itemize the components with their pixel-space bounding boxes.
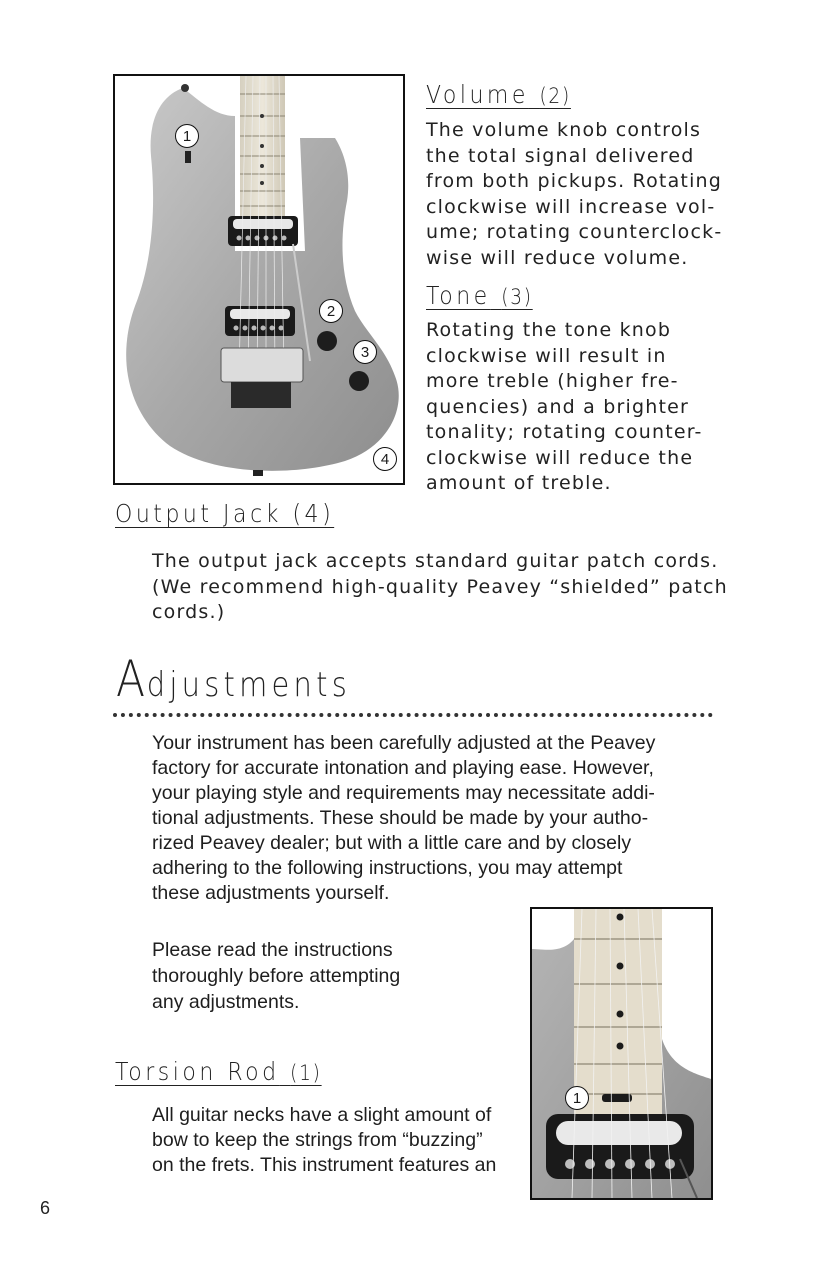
output-jack-body <box>152 549 752 626</box>
volume-line: from both pickups. Rotating <box>426 170 723 192</box>
volume-heading-label: Volume <box>426 80 529 109</box>
note-line: any adjustments. <box>152 991 300 1013</box>
tone-line: Rotating the tone knob <box>426 319 672 341</box>
output-jack-line: cords.) <box>152 601 226 623</box>
tone-body <box>426 318 726 497</box>
title-dotted-rule <box>113 713 713 717</box>
volume-line: The volume knob controls <box>426 119 702 141</box>
volume-heading-number: (2) <box>539 84 571 108</box>
neck-closeup-illustration <box>532 909 711 1198</box>
torsion-rod-line: on the frets. This instrument features an <box>152 1154 497 1176</box>
adjustments-line: tional adjustments. These should be made by your autho- <box>152 807 649 829</box>
volume-heading <box>426 80 571 109</box>
neck-closeup-figure <box>530 907 713 1200</box>
callout-1-bottom: 1 <box>565 1086 589 1110</box>
note-line: thoroughly before attempting <box>152 965 401 987</box>
torsion-rod-line: All guitar necks have a slight amount of <box>152 1104 492 1126</box>
volume-line: wise will reduce volume. <box>426 246 689 269</box>
callout-2: 2 <box>319 299 343 323</box>
volume-line: ume; rotating counterclock- <box>426 221 723 243</box>
volume-line: the total signal delivered <box>426 144 695 167</box>
guitar-body-figure <box>113 74 405 485</box>
tone-line: tonality; rotating counter- <box>426 421 703 443</box>
adjustments-line: your playing style and requirements may necessitate addi- <box>152 782 655 804</box>
tone-line: clockwise will result in <box>426 344 667 367</box>
tone-heading <box>426 281 533 310</box>
torsion-rod-line: bow to keep the strings from “buzzing” <box>152 1129 483 1151</box>
adjustments-line: factory for accurate intonation and playing ease. However, <box>152 757 654 779</box>
torsion-rod-heading-label: Torsion Rod <box>115 1057 280 1086</box>
volume-body <box>426 118 726 271</box>
page-number: 6 <box>40 1198 51 1218</box>
torsion-rod-heading <box>115 1057 322 1086</box>
torsion-rod-body <box>152 1103 522 1178</box>
guitar-body-illustration <box>115 76 403 483</box>
callout-3: 3 <box>353 340 377 364</box>
tone-heading-number: (3) <box>501 285 533 309</box>
adjustments-line: adhering to the following instructions, you may attempt <box>152 857 623 879</box>
output-jack-line: (We recommend high-quality Peavey “shielded” patch <box>152 575 728 598</box>
note-line: Please read the instructions <box>152 939 393 961</box>
tone-line: clockwise will reduce the <box>426 446 694 469</box>
output-jack-heading: Output Jack (4) <box>115 499 335 528</box>
torsion-rod-heading-number: (1) <box>290 1061 322 1085</box>
adjustments-line: Your instrument has been carefully adjusted at the Peavey <box>152 732 656 754</box>
adjustments-title-rest: djustments <box>146 665 352 705</box>
tone-line: quencies) and a brighter <box>426 395 690 418</box>
adjustments-body <box>152 731 722 906</box>
adjustments-note <box>152 937 472 1015</box>
adjustments-line: rized Peavey dealer; but with a little care and by closely <box>152 832 632 854</box>
tone-line: more treble (higher fre- <box>426 370 679 392</box>
adjustments-line: these adjustments yourself. <box>152 882 390 904</box>
volume-line: clockwise will increase vol- <box>426 195 716 218</box>
adjustments-title-initial: A <box>116 650 147 708</box>
callout-1: 1 <box>175 124 199 148</box>
adjustments-title <box>116 650 351 708</box>
tone-line: amount of treble. <box>426 472 612 494</box>
output-jack-line: The output jack accepts standard guitar patch cords. <box>152 550 719 572</box>
tone-heading-label: Tone <box>426 281 491 310</box>
callout-4: 4 <box>373 447 397 471</box>
